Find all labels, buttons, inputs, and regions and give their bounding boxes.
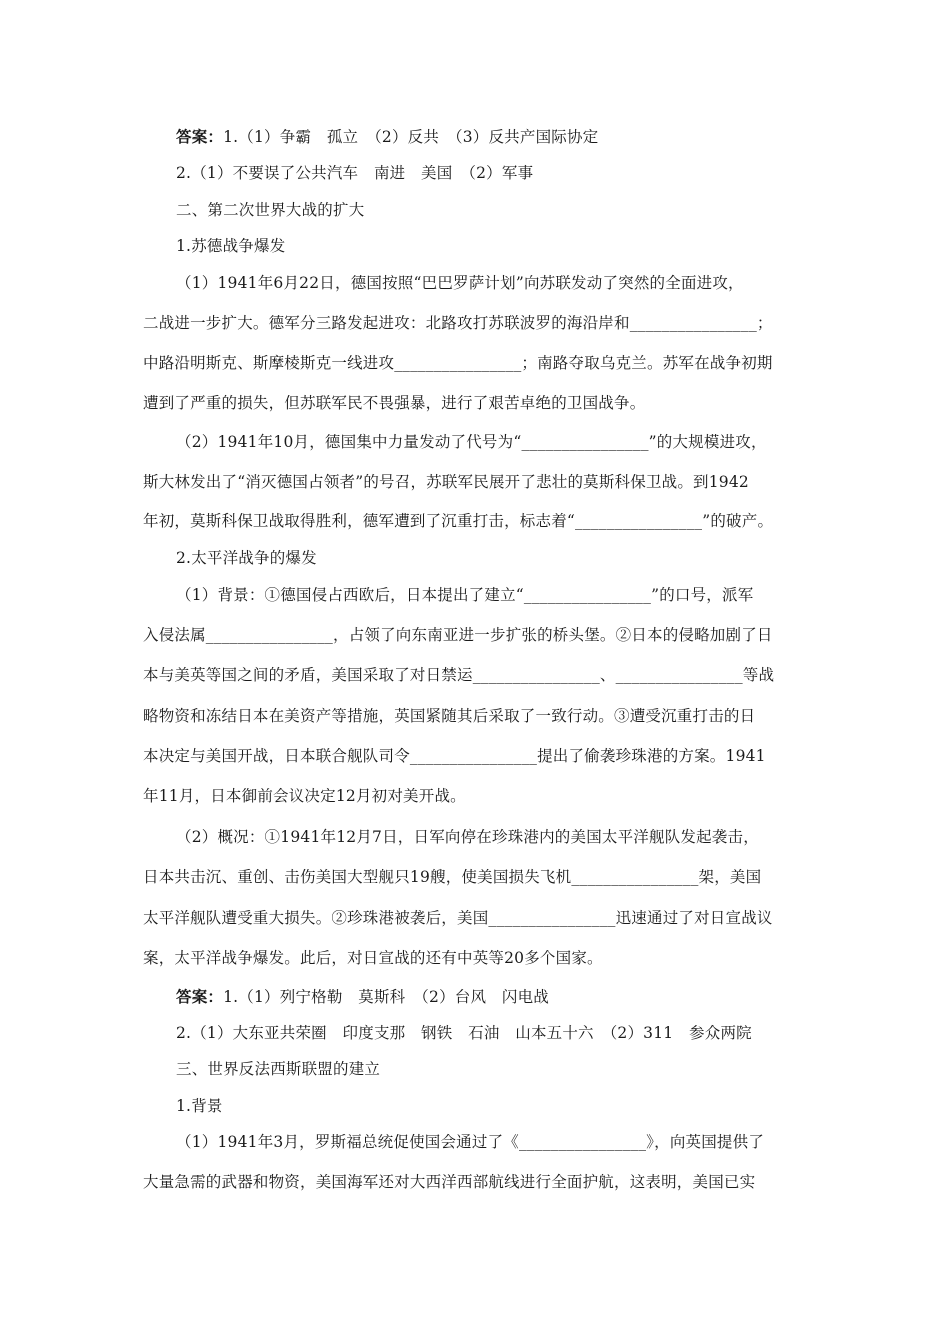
- section-heading-3: 三、世界反法西斯联盟的建立: [176, 1060, 381, 1078]
- section-heading-2: 二、第二次世界大战的扩大: [176, 201, 365, 219]
- answer-text: 1.（1）争霸 孤立 （2）反共 （3）反共产国际协定: [223, 128, 599, 146]
- paragraph-line: （1）1941年6月22日，德国按照“巴巴罗萨计划”向苏联发动了突然的全面进攻，: [176, 274, 744, 292]
- paragraph-line: 二战进一步扩大。德军分三路发起进攻：北路攻打苏联波罗的海沿岸和________________；: [143, 314, 773, 332]
- paragraph-line: 略物资和冻结日本在美资产等措施，英国紧随其后采取了一致行动。③遭受沉重打击的日: [143, 707, 756, 725]
- paragraph-line: 斯大林发出了“消灭德国占领者”的号召，苏联军民展开了悲壮的莫斯科保卫战。到1942: [143, 473, 749, 491]
- paragraph-line: （1）背景：①德国侵占西欧后，日本提出了建立“________________”的口号，派军: [176, 586, 754, 604]
- answer-label: 答案：: [176, 987, 224, 1006]
- answer-line-2: 2.（1）不要误了公共汽车 南进 美国 （2）军事: [176, 164, 534, 182]
- paragraph-line: 太平洋舰队遭受重大损失。②珍珠港被袭后，美国________________迅速通过了对日宣战议: [143, 909, 773, 927]
- paragraph-line: 本决定与美国开战，日本联合舰队司令________________提出了偷袭珍珠港的方案。1941: [143, 747, 766, 765]
- paragraph-line: 遭到了严重的损失，但苏联军民不畏强暴，进行了艰苦卓绝的卫国战争。: [143, 394, 646, 412]
- paragraph-line: 年初，莫斯科保卫战取得胜利，德军遭到了沉重打击，标志着“________________”的破产。: [143, 512, 774, 530]
- answer-line-3: [176, 987, 549, 1007]
- paragraph-line: 本与美英等国之间的矛盾，美国采取了对日禁运________________、________________等战: [143, 666, 775, 684]
- answer-label: 答案：: [176, 127, 224, 146]
- answer-line-4: 2.（1）大东亚共荣圈 印度支那 钢铁 石油 山本五十六 （2）311 参众两院: [176, 1024, 752, 1042]
- subsection-heading: 1.苏德战争爆发: [176, 237, 286, 255]
- answer-text: 1.（1）列宁格勒 莫斯科 （2）台风 闪电战: [223, 988, 549, 1006]
- paragraph-line: 案，太平洋战争爆发。此后，对日宣战的还有中英等20多个国家。: [143, 949, 603, 967]
- subsection-heading: 2.太平洋战争的爆发: [176, 549, 317, 567]
- paragraph-line: 日本共击沉、重创、击伤美国大型舰只19艘，使美国损失飞机________________架，美国: [143, 868, 762, 886]
- paragraph-line: （2）概况：①1941年12月7日，日军向停在珍珠港内的美国太平洋舰队发起袭击，: [176, 828, 759, 846]
- paragraph-line: 中路沿明斯克、斯摩棱斯克一线进攻________________；南路夺取乌克兰。苏军在战争初期: [143, 354, 773, 372]
- paragraph-line: 入侵法属________________，占领了向东南亚进一步扩张的桥头堡。②日本的侵略加剧了日: [143, 626, 773, 644]
- paragraph-line: （1）1941年3月，罗斯福总统促使国会通过了《________________》，向英国提供了: [176, 1133, 765, 1151]
- paragraph-line: 年11月，日本御前会议决定12月初对美开战。: [143, 787, 466, 805]
- subsection-heading: 1.背景: [176, 1097, 223, 1115]
- answer-line-1: [176, 127, 598, 147]
- paragraph-line: （2）1941年10月，德国集中力量发动了代号为“________________”的大规模进攻，: [176, 433, 767, 451]
- paragraph-line: 大量急需的武器和物资，美国海军还对大西洋西部航线进行全面护航，这表明，美国已实: [143, 1173, 756, 1191]
